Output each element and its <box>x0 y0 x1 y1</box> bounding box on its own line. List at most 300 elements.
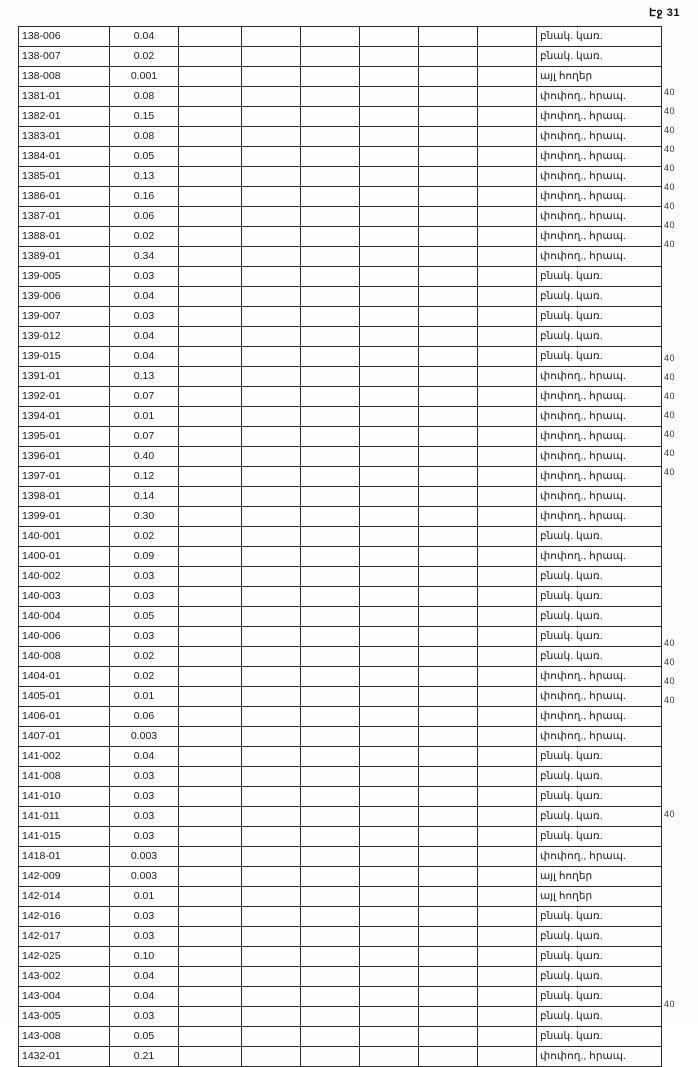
cell-empty-3 <box>301 907 360 927</box>
cell-code: 1432-01 <box>19 1047 110 1067</box>
margin-note: 40 <box>664 372 676 382</box>
cell-empty-5 <box>419 267 478 287</box>
cell-empty-1 <box>179 367 242 387</box>
cell-empty-3 <box>301 867 360 887</box>
cell-empty-1 <box>179 667 242 687</box>
cell-empty-5 <box>419 947 478 967</box>
cell-empty-3 <box>301 27 360 47</box>
cell-empty-6 <box>478 67 537 87</box>
cell-empty-6 <box>478 127 537 147</box>
cell-value: 0.03 <box>110 267 179 287</box>
cell-empty-1 <box>179 447 242 467</box>
cell-empty-6 <box>478 207 537 227</box>
table-row <box>19 547 662 567</box>
cell-code: 139-005 <box>19 267 110 287</box>
cell-empty-6 <box>478 327 537 347</box>
cell-empty-6 <box>478 887 537 907</box>
table-row <box>19 967 662 987</box>
cell-empty-4 <box>360 567 419 587</box>
cell-empty-3 <box>301 567 360 587</box>
cell-empty-2 <box>242 827 301 847</box>
cell-code: 1398-01 <box>19 487 110 507</box>
cell-empty-4 <box>360 687 419 707</box>
margin-note: 40 <box>664 87 676 97</box>
cell-code: 141-011 <box>19 807 110 827</box>
cell-empty-4 <box>360 827 419 847</box>
cell-empty-2 <box>242 867 301 887</box>
cell-code: 1395-01 <box>19 427 110 447</box>
cell-empty-2 <box>242 67 301 87</box>
cell-empty-1 <box>179 167 242 187</box>
cell-empty-1 <box>179 547 242 567</box>
cell-code: 139-015 <box>19 347 110 367</box>
cell-empty-5 <box>419 747 478 767</box>
cell-value: 0.04 <box>110 27 179 47</box>
cell-empty-4 <box>360 127 419 147</box>
cell-value: 0.05 <box>110 1027 179 1047</box>
cell-empty-4 <box>360 387 419 407</box>
cell-empty-2 <box>242 767 301 787</box>
margin-note: 40 <box>664 638 676 648</box>
cell-value: 0.07 <box>110 427 179 447</box>
cell-type: փոփող., հրապ. <box>537 87 662 107</box>
cell-empty-4 <box>360 67 419 87</box>
cell-empty-1 <box>179 847 242 867</box>
cell-empty-6 <box>478 807 537 827</box>
cell-empty-3 <box>301 807 360 827</box>
cell-empty-3 <box>301 127 360 147</box>
cell-value: 0.02 <box>110 667 179 687</box>
cell-empty-2 <box>242 227 301 247</box>
cell-empty-6 <box>478 567 537 587</box>
cell-empty-3 <box>301 247 360 267</box>
cell-empty-3 <box>301 847 360 867</box>
cell-empty-4 <box>360 307 419 327</box>
cell-empty-1 <box>179 947 242 967</box>
cell-empty-3 <box>301 627 360 647</box>
margin-note: 40 <box>664 448 676 458</box>
cell-type: փոփող., հրապ. <box>537 147 662 167</box>
cell-empty-4 <box>360 327 419 347</box>
cell-empty-3 <box>301 407 360 427</box>
table-row <box>19 1027 662 1047</box>
cell-type: փոփող., հրապ. <box>537 127 662 147</box>
cell-empty-4 <box>360 547 419 567</box>
cell-empty-1 <box>179 327 242 347</box>
cell-empty-3 <box>301 487 360 507</box>
cell-code: 1382-01 <box>19 107 110 127</box>
table-row <box>19 447 662 467</box>
cell-code: 1400-01 <box>19 547 110 567</box>
table-row <box>19 107 662 127</box>
table-row <box>19 267 662 287</box>
cell-empty-5 <box>419 727 478 747</box>
cell-empty-5 <box>419 607 478 627</box>
cell-empty-5 <box>419 687 478 707</box>
cell-empty-2 <box>242 167 301 187</box>
cell-empty-1 <box>179 347 242 367</box>
cell-empty-6 <box>478 427 537 447</box>
cell-empty-5 <box>419 667 478 687</box>
cell-empty-2 <box>242 967 301 987</box>
cell-empty-3 <box>301 427 360 447</box>
cell-value: 0.03 <box>110 907 179 927</box>
table-row <box>19 367 662 387</box>
cell-empty-4 <box>360 1047 419 1067</box>
cell-empty-3 <box>301 227 360 247</box>
cell-empty-1 <box>179 207 242 227</box>
cell-code: 139-007 <box>19 307 110 327</box>
cell-empty-5 <box>419 867 478 887</box>
cell-code: 142-025 <box>19 947 110 967</box>
cell-empty-5 <box>419 907 478 927</box>
cell-empty-3 <box>301 947 360 967</box>
cell-empty-5 <box>419 1027 478 1047</box>
cell-empty-5 <box>419 387 478 407</box>
cell-empty-2 <box>242 607 301 627</box>
table-row <box>19 87 662 107</box>
cell-value: 0.13 <box>110 167 179 187</box>
cell-type: փոփող., հրապ. <box>537 707 662 727</box>
cell-value: 0.40 <box>110 447 179 467</box>
cell-empty-2 <box>242 927 301 947</box>
cell-empty-6 <box>478 287 537 307</box>
cell-empty-1 <box>179 507 242 527</box>
cell-type: փոփող., հրապ. <box>537 207 662 227</box>
cell-empty-6 <box>478 307 537 327</box>
cell-empty-4 <box>360 667 419 687</box>
cell-type: փոփող., հրապ. <box>537 1047 662 1067</box>
cell-empty-1 <box>179 427 242 447</box>
cell-empty-5 <box>419 227 478 247</box>
cell-empty-5 <box>419 707 478 727</box>
cell-empty-5 <box>419 207 478 227</box>
table-row <box>19 427 662 447</box>
margin-note: 40 <box>664 163 676 173</box>
cell-empty-2 <box>242 147 301 167</box>
cell-empty-3 <box>301 887 360 907</box>
margin-note: 40 <box>664 391 676 401</box>
cell-code: 140-003 <box>19 587 110 607</box>
cell-empty-4 <box>360 647 419 667</box>
cell-empty-5 <box>419 467 478 487</box>
cell-empty-3 <box>301 667 360 687</box>
table-row <box>19 727 662 747</box>
cell-empty-1 <box>179 307 242 327</box>
cell-empty-6 <box>478 167 537 187</box>
cell-empty-5 <box>419 487 478 507</box>
cell-empty-5 <box>419 307 478 327</box>
cell-code: 1387-01 <box>19 207 110 227</box>
cell-code: 1397-01 <box>19 467 110 487</box>
cell-empty-1 <box>179 927 242 947</box>
cell-value: 0.02 <box>110 527 179 547</box>
cell-empty-6 <box>478 907 537 927</box>
cell-empty-3 <box>301 527 360 547</box>
cell-empty-1 <box>179 187 242 207</box>
cell-empty-3 <box>301 387 360 407</box>
cell-empty-5 <box>419 927 478 947</box>
cell-type: փոփող., հրապ. <box>537 247 662 267</box>
cell-type: բնակ. կառ. <box>537 1007 662 1027</box>
cell-empty-6 <box>478 27 537 47</box>
table-row <box>19 407 662 427</box>
cell-empty-2 <box>242 307 301 327</box>
table-row <box>19 987 662 1007</box>
cell-empty-3 <box>301 787 360 807</box>
cell-value: 0.03 <box>110 567 179 587</box>
cell-type: այլ հողեր <box>537 867 662 887</box>
cell-type: փոփող., հրապ. <box>537 687 662 707</box>
cell-empty-2 <box>242 387 301 407</box>
cell-empty-4 <box>360 27 419 47</box>
cell-empty-1 <box>179 827 242 847</box>
cell-empty-6 <box>478 827 537 847</box>
land-registry-table <box>18 26 662 1067</box>
cell-type: փոփող., հրապ. <box>537 467 662 487</box>
cell-empty-3 <box>301 467 360 487</box>
cell-empty-2 <box>242 987 301 1007</box>
cell-empty-5 <box>419 347 478 367</box>
cell-empty-2 <box>242 487 301 507</box>
cell-empty-3 <box>301 767 360 787</box>
cell-empty-3 <box>301 207 360 227</box>
cell-value: 0.05 <box>110 147 179 167</box>
cell-code: 1381-01 <box>19 87 110 107</box>
cell-value: 0.01 <box>110 887 179 907</box>
cell-value: 0.003 <box>110 847 179 867</box>
table-row <box>19 307 662 327</box>
cell-empty-3 <box>301 727 360 747</box>
cell-empty-5 <box>419 67 478 87</box>
cell-empty-4 <box>360 207 419 227</box>
cell-value: 0.02 <box>110 47 179 67</box>
cell-value: 0.21 <box>110 1047 179 1067</box>
cell-empty-1 <box>179 107 242 127</box>
cell-empty-4 <box>360 707 419 727</box>
cell-empty-4 <box>360 747 419 767</box>
cell-empty-4 <box>360 867 419 887</box>
cell-empty-5 <box>419 987 478 1007</box>
cell-empty-6 <box>478 627 537 647</box>
cell-empty-1 <box>179 267 242 287</box>
cell-empty-3 <box>301 347 360 367</box>
cell-empty-3 <box>301 607 360 627</box>
cell-empty-2 <box>242 707 301 727</box>
table-row <box>19 747 662 767</box>
cell-value: 0.13 <box>110 367 179 387</box>
cell-value: 0.15 <box>110 107 179 127</box>
margin-note: 40 <box>664 467 676 477</box>
cell-value: 0.03 <box>110 827 179 847</box>
cell-empty-2 <box>242 267 301 287</box>
cell-code: 1418-01 <box>19 847 110 867</box>
cell-empty-2 <box>242 507 301 527</box>
cell-empty-4 <box>360 87 419 107</box>
cell-type: բնակ. կառ. <box>537 767 662 787</box>
margin-note: 40 <box>664 410 676 420</box>
cell-empty-3 <box>301 47 360 67</box>
table-row <box>19 607 662 627</box>
cell-empty-3 <box>301 547 360 567</box>
cell-empty-1 <box>179 967 242 987</box>
cell-empty-3 <box>301 647 360 667</box>
cell-code: 1389-01 <box>19 247 110 267</box>
cell-code: 1407-01 <box>19 727 110 747</box>
cell-value: 0.03 <box>110 787 179 807</box>
cell-empty-4 <box>360 847 419 867</box>
table-row <box>19 507 662 527</box>
cell-code: 139-012 <box>19 327 110 347</box>
cell-type: բնակ. կառ. <box>537 927 662 947</box>
cell-code: 1392-01 <box>19 387 110 407</box>
cell-type: բնակ. կառ. <box>537 287 662 307</box>
cell-empty-4 <box>360 927 419 947</box>
cell-empty-1 <box>179 87 242 107</box>
cell-empty-4 <box>360 147 419 167</box>
cell-type: բնակ. կառ. <box>537 967 662 987</box>
cell-empty-4 <box>360 487 419 507</box>
cell-value: 0.30 <box>110 507 179 527</box>
cell-value: 0.05 <box>110 607 179 627</box>
cell-type: այլ հողեր <box>537 887 662 907</box>
table-row <box>19 807 662 827</box>
cell-empty-1 <box>179 227 242 247</box>
cell-empty-6 <box>478 227 537 247</box>
cell-code: 142-017 <box>19 927 110 947</box>
table-body <box>19 27 662 1067</box>
cell-empty-6 <box>478 267 537 287</box>
cell-code: 141-010 <box>19 787 110 807</box>
cell-empty-6 <box>478 647 537 667</box>
cell-empty-1 <box>179 1027 242 1047</box>
table-row <box>19 27 662 47</box>
cell-type: բնակ. կառ. <box>537 27 662 47</box>
cell-type: փոփող., հրապ. <box>537 387 662 407</box>
table-row <box>19 767 662 787</box>
table-row <box>19 227 662 247</box>
cell-empty-3 <box>301 287 360 307</box>
cell-empty-1 <box>179 587 242 607</box>
cell-empty-4 <box>360 967 419 987</box>
cell-code: 141-008 <box>19 767 110 787</box>
cell-code: 1404-01 <box>19 667 110 687</box>
cell-empty-6 <box>478 667 537 687</box>
cell-code: 1399-01 <box>19 507 110 527</box>
cell-empty-6 <box>478 47 537 67</box>
cell-empty-5 <box>419 127 478 147</box>
cell-empty-6 <box>478 947 537 967</box>
table-row <box>19 387 662 407</box>
cell-empty-1 <box>179 987 242 1007</box>
cell-empty-6 <box>478 767 537 787</box>
cell-empty-4 <box>360 527 419 547</box>
cell-empty-1 <box>179 627 242 647</box>
cell-empty-1 <box>179 467 242 487</box>
cell-value: 0.16 <box>110 187 179 207</box>
cell-empty-6 <box>478 547 537 567</box>
cell-empty-1 <box>179 807 242 827</box>
cell-code: 1396-01 <box>19 447 110 467</box>
cell-empty-5 <box>419 887 478 907</box>
cell-empty-6 <box>478 87 537 107</box>
cell-empty-2 <box>242 47 301 67</box>
cell-empty-5 <box>419 507 478 527</box>
cell-code: 143-005 <box>19 1007 110 1027</box>
cell-empty-5 <box>419 627 478 647</box>
cell-empty-5 <box>419 527 478 547</box>
cell-code: 1406-01 <box>19 707 110 727</box>
table-row <box>19 927 662 947</box>
cell-code: 141-002 <box>19 747 110 767</box>
cell-empty-4 <box>360 427 419 447</box>
land-registry-table-wrapper <box>18 26 658 1067</box>
cell-type: բնակ. կառ. <box>537 987 662 1007</box>
cell-empty-2 <box>242 747 301 767</box>
cell-empty-6 <box>478 927 537 947</box>
cell-empty-3 <box>301 307 360 327</box>
cell-empty-6 <box>478 867 537 887</box>
cell-empty-5 <box>419 367 478 387</box>
cell-value: 0.003 <box>110 727 179 747</box>
cell-type: բնակ. կառ. <box>537 907 662 927</box>
cell-type: փոփող., հրապ. <box>537 187 662 207</box>
cell-empty-5 <box>419 447 478 467</box>
table-row <box>19 907 662 927</box>
cell-empty-4 <box>360 367 419 387</box>
cell-type: բնակ. կառ. <box>537 787 662 807</box>
cell-value: 0.12 <box>110 467 179 487</box>
cell-empty-3 <box>301 447 360 467</box>
cell-type: փոփող., հրապ. <box>537 447 662 467</box>
cell-empty-1 <box>179 27 242 47</box>
cell-type: փոփող., հրապ. <box>537 667 662 687</box>
cell-empty-2 <box>242 107 301 127</box>
cell-empty-1 <box>179 747 242 767</box>
cell-empty-6 <box>478 687 537 707</box>
cell-type: փոփող., հրապ. <box>537 547 662 567</box>
cell-type: բնակ. կառ. <box>537 47 662 67</box>
cell-empty-4 <box>360 807 419 827</box>
cell-empty-4 <box>360 167 419 187</box>
cell-type: բնակ. կառ. <box>537 327 662 347</box>
margin-note: 40 <box>664 182 676 192</box>
table-row <box>19 327 662 347</box>
cell-empty-5 <box>419 107 478 127</box>
cell-empty-2 <box>242 1047 301 1067</box>
cell-empty-1 <box>179 687 242 707</box>
cell-empty-3 <box>301 1027 360 1047</box>
cell-empty-3 <box>301 147 360 167</box>
cell-empty-4 <box>360 507 419 527</box>
cell-type: բնակ. կառ. <box>537 807 662 827</box>
cell-value: 0.34 <box>110 247 179 267</box>
cell-empty-2 <box>242 327 301 347</box>
cell-empty-5 <box>419 247 478 267</box>
cell-code: 140-004 <box>19 607 110 627</box>
cell-empty-1 <box>179 527 242 547</box>
cell-code: 1384-01 <box>19 147 110 167</box>
cell-empty-6 <box>478 507 537 527</box>
cell-type: բնակ. կառ. <box>537 627 662 647</box>
cell-empty-3 <box>301 927 360 947</box>
cell-empty-2 <box>242 127 301 147</box>
cell-empty-2 <box>242 87 301 107</box>
table-row <box>19 707 662 727</box>
cell-empty-1 <box>179 887 242 907</box>
cell-empty-4 <box>360 1027 419 1047</box>
cell-empty-3 <box>301 267 360 287</box>
